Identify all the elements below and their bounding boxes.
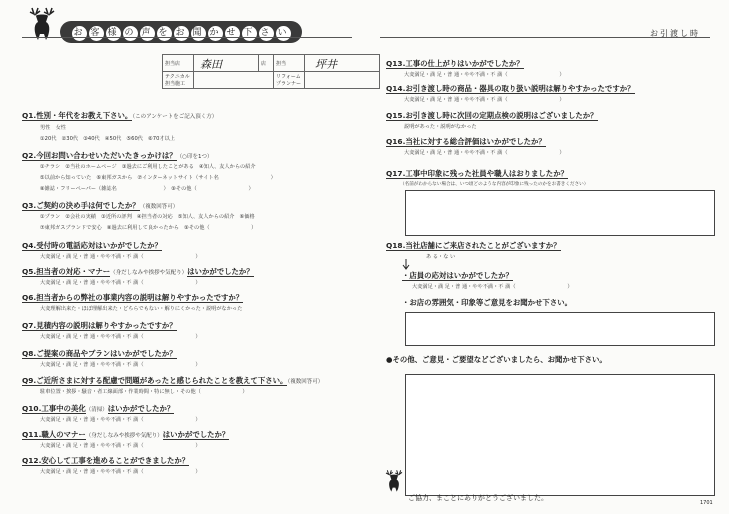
title-char: お	[174, 26, 189, 41]
q17-title: Q17.工事中印象に残った社員や職人はおりましたか？	[386, 169, 568, 178]
title-char: を	[157, 26, 172, 41]
q1-age-options[interactable]: ①20代 ②30代 ③40代 ④50代 ⑤60代 ⑥70才以上	[40, 136, 175, 142]
title-char: 下	[242, 26, 257, 41]
q2-title: Q2.今回お問い合わせいただいたきっかけは？（○印を1つ）	[22, 151, 213, 160]
q4-title: Q4.受付時の電話応対はいかがでしたか？	[22, 241, 162, 250]
q18a-options[interactable]: 大変満足・満 足・普 通・やや不満・不 満（ ）	[412, 284, 573, 290]
q10-title: Q10.工事中の美化（清掃）はいかがでしたか？	[22, 404, 175, 413]
title-char: お	[72, 26, 87, 41]
q2-options-1[interactable]: ①チラシ ②当社のホームページ ③過去にご利用したことがある ④知人、友人からの紹介	[40, 164, 256, 170]
q6-title: Q6.担当者からの弊社の事業内容の説明は解りやすかったですか？	[22, 293, 244, 302]
q18b-answer-box[interactable]	[405, 312, 715, 346]
title-char: の	[123, 26, 138, 41]
form-code: 1701	[700, 500, 713, 506]
cell-label: 担当店	[163, 55, 194, 72]
deer-small-icon	[382, 466, 406, 496]
q18a-title: ・店員の応対はいかがでしたか？	[402, 271, 513, 280]
q3-options-1[interactable]: ①プラン ②会社の実績 ③近所の評判 ④担当者の対応 ⑤知人、友人からの紹介 ⑥価格	[40, 214, 255, 220]
q15-options[interactable]: 説明があった・説明がなかった	[404, 124, 477, 130]
header-rule	[22, 37, 352, 38]
q11-options[interactable]: 大変満足・満 足・普 通・やや不満・不 満（ ）	[40, 443, 201, 449]
other-title: ●その他、ご意見・ご要望などございましたら、お聞かせ下さい。	[386, 355, 607, 364]
right-header-label: お引渡し時	[650, 29, 700, 38]
title-char: い	[276, 26, 291, 41]
cell-tech-value[interactable]	[194, 72, 274, 89]
title-char: さ	[259, 26, 274, 41]
q16-title: Q16.当社に対する総合評価はいかがでしたか？	[386, 137, 546, 146]
q14-options[interactable]: 大変満足・満 足・普 通・やや不満・不 満（ ）	[404, 97, 565, 103]
q5-title: Q5.担当者の対応・マナー（身だしなみや挨拶や気配り）はいかがでしたか？	[22, 267, 254, 276]
q14-title: Q14.お引き渡し時の商品・器具の取り扱い説明は解りやすかったですか？	[386, 84, 635, 93]
cell-label: リフォーム プランナー	[274, 72, 305, 89]
q4-options[interactable]: 大変満足・満 足・普 通・やや不満・不 満（ ）	[40, 254, 201, 260]
q6-options[interactable]: 大変理解出来た・ほぼ理解出来た・どちらでもない・解りにくかった・説明がなかった	[40, 306, 243, 312]
title-char: せ	[225, 26, 240, 41]
q2-options-2[interactable]: ⑤以前から知っていた ⑥東邦ガスから ⑦インターネットサイト（サイト名 ）	[40, 175, 276, 181]
q16-options[interactable]: 大変満足・満 足・普 通・やや不満・不 満（ ）	[404, 150, 565, 156]
cell-store-value[interactable]: 森田	[194, 55, 259, 72]
q3-title: Q3.ご契約の決め手は何でしたか？（複数回答可）	[22, 201, 179, 210]
q8-title: Q8.ご提案の商品やプランはいかがでしたか？	[22, 349, 177, 358]
cell-planner-value[interactable]	[305, 72, 380, 89]
cell-label: テクニカル 担当施工	[163, 72, 194, 89]
q2-options-3[interactable]: ⑧雑誌・フリーペーパー（雑誌名 ） ⑨その他（ ）	[40, 186, 254, 192]
q7-title: Q7.見積内容の説明は解りやすかったですか？	[22, 321, 177, 330]
q18-options[interactable]: あ る・な い	[426, 254, 456, 260]
q5-options[interactable]: 大変満足・満 足・普 通・やや不満・不 満（ ）	[40, 280, 201, 286]
q9-options[interactable]: 駐車位置・挨拶・騒音・者工線面部・作業時間・特に無し・その他（ ）	[40, 389, 248, 395]
q18-title: Q18.当社店舗にご来店されたことがございますか？	[386, 241, 561, 250]
title-char: か	[208, 26, 223, 41]
q11-title: Q11.職人のマナー（身だしなみや挨拶や気配り）はいかがでしたか？	[22, 430, 230, 439]
q8-options[interactable]: 大変満足・満 足・普 通・やや不満・不 満（ ）	[40, 362, 201, 368]
q15-title: Q15.お引き渡し時に次回の定期点検の説明はございましたか？	[386, 111, 598, 120]
other-answer-box[interactable]	[405, 374, 715, 496]
q12-options[interactable]: 大変満足・満 足・普 通・やや不満・不 満（ ）	[40, 469, 201, 475]
q13-title: Q13.工事の仕上がりはいかがでしたか？	[386, 59, 524, 68]
q18b-title: ・お店の雰囲気・印象等ご意見をお聞かせ下さい。	[402, 298, 572, 307]
page-title	[60, 21, 302, 43]
q13-options[interactable]: 大変満足・満 足・普 通・やや不満・不 満（ ）	[404, 72, 565, 78]
q9-title: Q9.ご近所さまに対する配慮で問題があったと感じられたことを教えて下さい。（複数回答可）	[22, 376, 324, 385]
q7-options[interactable]: 大変満足・満 足・普 通・やや不満・不 満（ ）	[40, 334, 201, 340]
q17-answer-box[interactable]	[405, 190, 715, 236]
q3-options-2[interactable]: ⑦東邦ガスブランドで安心 ⑧過去に利用して良かったから ⑨その他（ ）	[40, 225, 257, 231]
title-char: 声	[140, 26, 155, 41]
q1-title: Q1.性別・年代をお教え下さい。（このアンケートをご記入頂く方）	[22, 111, 218, 120]
cell-staff-value[interactable]: 坪井	[305, 55, 380, 72]
cell-label: 店	[259, 55, 274, 72]
thanks-message: ご協力、まことにありがとうございました。	[408, 494, 548, 502]
info-table	[162, 54, 380, 89]
cell-label: 担当	[274, 55, 305, 72]
title-char: 聞	[191, 26, 206, 41]
title-char: 客	[89, 26, 104, 41]
title-char: 様	[106, 26, 121, 41]
q17-note: （名前がわからない場合は、いつ頃どのような内容が印象に残ったのかをお書きください）	[400, 182, 589, 187]
q10-options[interactable]: 大変満足・満 足・普 通・やや不満・不 満（ ）	[40, 417, 201, 423]
q12-title: Q12.安心して工事を進めることができましたか？	[22, 456, 190, 465]
q1-gender-options[interactable]: 男性 女性	[40, 125, 66, 131]
